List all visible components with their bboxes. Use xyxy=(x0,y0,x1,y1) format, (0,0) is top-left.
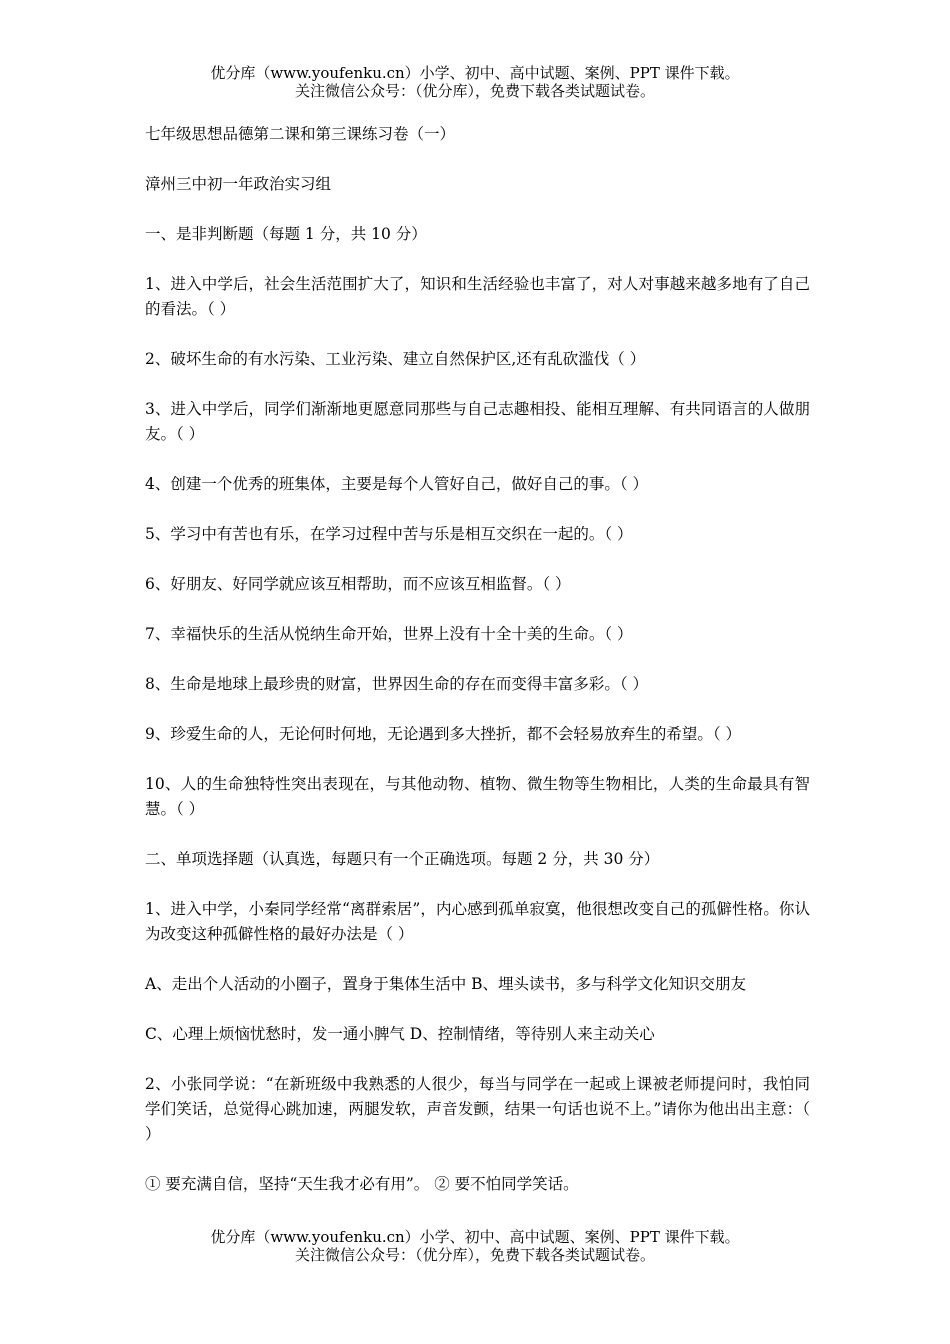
choice-question-1-options-ab: A、走出个人活动的小圈子，置身于集体生活中 B、埋头读书，多与科学文化知识交朋友 xyxy=(145,975,747,993)
true-false-item-6: 6、好朋友、好同学就应该互相帮助，而不应该互相监督。（ ） xyxy=(145,575,571,593)
footer-line-2: 关注微信公众号：（优分库），免费下载各类试题试卷。 xyxy=(294,1246,655,1264)
true-false-item-8: 8、生命是地球上最珍贵的财富，世界因生命的存在而变得丰富多彩。（ ） xyxy=(145,675,649,693)
choice-question-2: 2、小张同学说：“在新班级中我熟悉的人很少，每当与同学在一起或上课被老师提问时，我怕同学们笑话，总觉得心跳加速，两腿发软，声音发颤，结果一句话也说不上。”请你为他出出主意：（ ） xyxy=(145,1075,810,1143)
true-false-item-10: 10、人的生命独特性突出表现在，与其他动物、植物、微生物等生物相比，人类的生命最具有智慧。（ ） xyxy=(145,775,810,818)
true-false-item-2: 2、破坏生命的有水污染、工业污染、建立自然保护区,还有乱砍滥伐（ ） xyxy=(145,350,646,368)
choice-question-1-options-cd: C、心理上烦恼忧愁时，发一通小脾气 D、控制情绪，等待别人来主动关心 xyxy=(145,1025,655,1043)
true-false-item-7: 7、幸福快乐的生活从悦纳生命开始，世界上没有十全十美的生命。（ ） xyxy=(145,625,633,643)
page-footer xyxy=(0,1228,950,1264)
true-false-item-1: 1、进入中学后，社会生活范围扩大了，知识和生活经验也丰富了，对人对事越来越多地有了自己的看法。（ ） xyxy=(145,275,810,318)
footer-line-1: 优分库（www.youfenku.cn）小学、初中、高中试题、案例、PPT 课件下载。 xyxy=(210,1228,740,1246)
true-false-item-5: 5、学习中有苦也有乐，在学习过程中苦与乐是相互交织在一起的。（ ） xyxy=(145,525,633,543)
choice-question-2-choices: ① 要充满自信，坚持“天生我才必有用”。 ② 要不怕同学笑话。 xyxy=(145,1175,579,1193)
choice-question-1: 1、进入中学，小秦同学经常“离群索居”，内心感到孤单寂寞，他很想改变自己的孤僻性格。你认为改变这种孤僻性格的最好办法是（ ） xyxy=(145,900,810,943)
section-1-heading: 一、是非判断题（每题 1 分，共 10 分） xyxy=(145,225,427,243)
document-author: 漳州三中初一年政治实习组 xyxy=(145,175,332,193)
header-line-1: 优分库（www.youfenku.cn）小学、初中、高中试题、案例、PPT 课件下载。 xyxy=(210,64,740,82)
section-2-heading: 二、单项选择题（认真选，每题只有一个正确选项。每题 2 分，共 30 分） xyxy=(145,850,660,868)
page-header xyxy=(0,64,950,100)
true-false-item-4: 4、创建一个优秀的班集体，主要是每个人管好自己，做好自己的事。（ ） xyxy=(145,475,649,493)
true-false-item-3: 3、进入中学后，同学们渐渐地更愿意同那些与自己志趣相投、能相互理解、有共同语言的人做朋友。（ ） xyxy=(145,400,810,443)
header-line-2: 关注微信公众号：（优分库），免费下载各类试题试卷。 xyxy=(294,82,655,100)
document-body xyxy=(145,122,810,1218)
true-false-item-9: 9、珍爱生命的人，无论何时何地，无论遇到多大挫折，都不会轻易放弃生的希望。（ ） xyxy=(145,725,742,743)
document-title: 七年级思想品德第二课和第三课练习卷（一） xyxy=(145,125,456,143)
